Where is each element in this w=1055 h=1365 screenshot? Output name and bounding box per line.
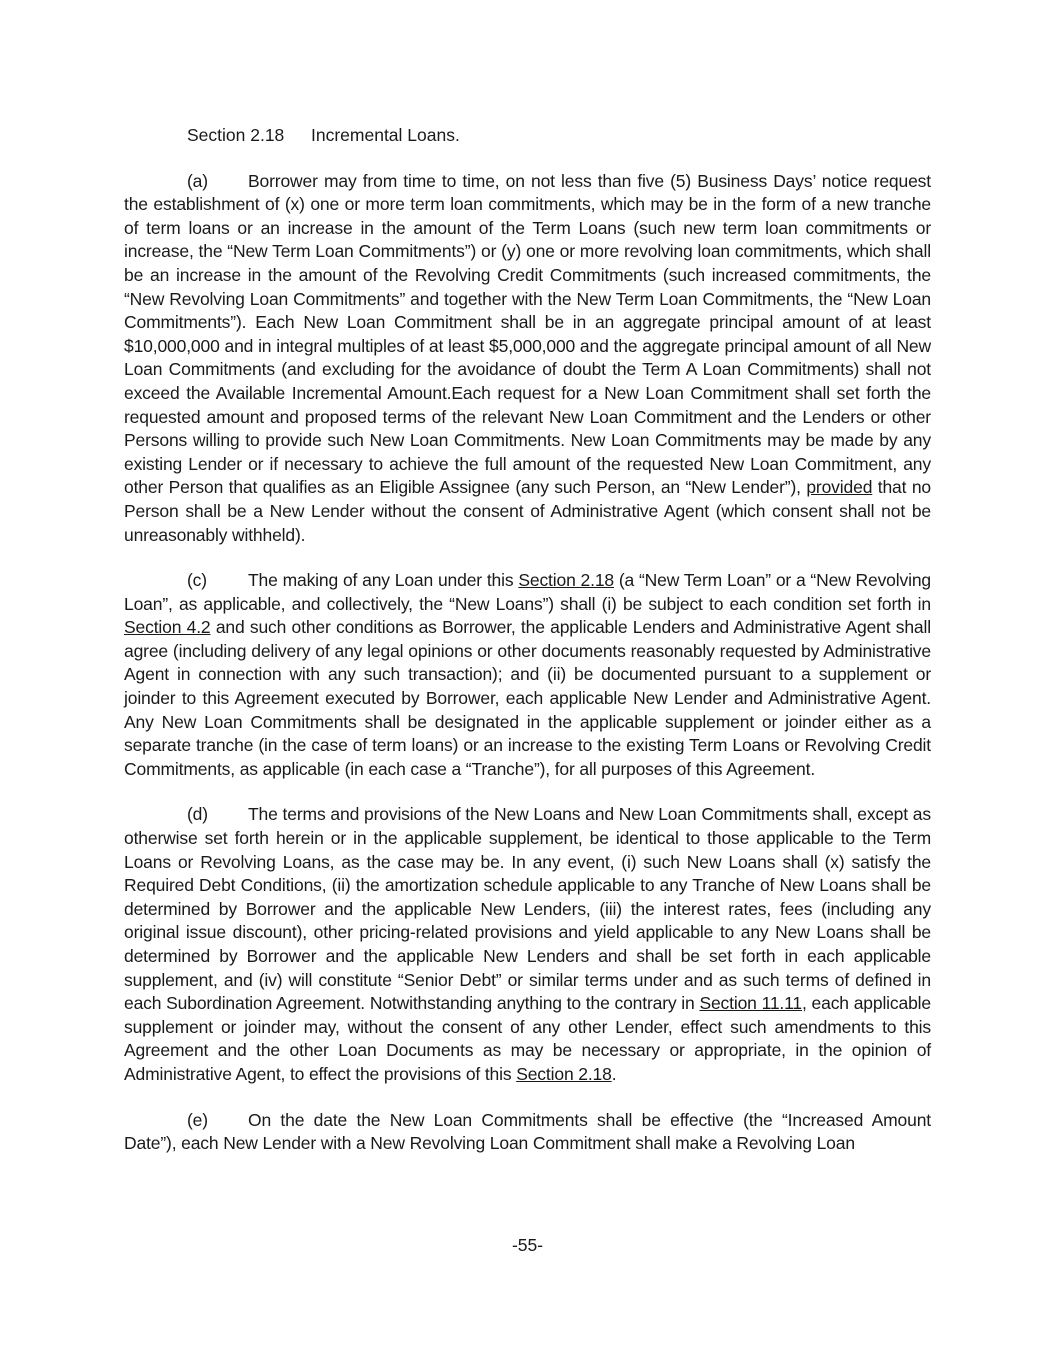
section-number: Section 2.18 [187, 125, 285, 145]
paragraph-marker: (a) [187, 170, 208, 191]
paragraph-text: . [611, 1063, 617, 1084]
paragraph-text: The terms and provisions of the New Loans and New Loan Commitments shall, except as otherwise set forth herein or in the applicable supplement, be identical to those applicable to the Term Loans or Revolving Loans, as the case may be. In any event, (i) such New Loans shall (x) satisfy the Required Debt Conditions, (ii) the amortization schedule applicable to any Tranche of New Loans shall be determined by Borrower and the applicable New Lenders, (iii) the interest rates, fees (including any original issue discount), other pricing-related provisions and yield applicable to any New Loans shall be determined by Borrower and the applicable New Lenders and shall be set forth in each applicable supplement, and (iv) will constitute “Senior Debt” or similar terms under and as such terms of defined in each Subordination Agreement. Notwithstanding anything to the contrary in [124, 804, 931, 1014]
section-reference-link[interactable]: Section 2.18 [518, 570, 614, 591]
provided-term: provided [806, 477, 873, 498]
paragraph-text: (a “New Term Loan” or a “New Revolving Loan”, as applicable, and collectively, the “New Loans”) shall (i) be subject to each condition set forth in [124, 570, 931, 614]
paragraph-e [124, 1109, 931, 1156]
section-title: Incremental Loans. [311, 125, 460, 145]
section-reference-link[interactable]: Section 11.11 [699, 993, 803, 1014]
paragraph-text: and such other conditions as Borrower, the applicable Lenders and Administrative Agent shall agree (including delivery of any legal opinions or other documents reasonably requested by Administrative Agent in connection with any such transaction); and (ii) be documented pursuant to a supplement or joinder to this Agreement executed by Borrower, each applicable New Lender and Administrative Agent. Any New Loan Commitments shall be designated in the applicable supplement or joinder either as a separate tranche (in the case of term loans) or an increase to the existing Term Loans or Revolving Credit Commitments, as applicable (in each case a “Tranche”), for all purposes of this Agreement. [124, 617, 931, 779]
paragraph-marker: (d) [187, 804, 208, 825]
paragraph-text: The making of any Loan under this [248, 570, 519, 591]
paragraph-text: On the date the New Loan Commitments shall be effective (the “Increased Amount Date”), each New Lender with a New Revolving Loan Commitment shall make a Revolving Loan [124, 1109, 931, 1154]
paragraph-text: Borrower may from time to time, on not less than five (5) Business Days’ notice request the establishment of (x) one or more term loan commitments, which may be in the form of a new tranche of term loans or an increase in the amount of the Term Loans (such new term loan commitments or increase, the “New Term Loan Commitments”) or (y) one or more revolving loan commitments, which shall be an increase in the amount of the Revolving Credit Commitments (such increased commitments, the “New Revolving Loan Commitments” and together with the New Term Loan Commitments, the “New Loan Commitments”). Each New Loan Commitment shall be in an aggregate principal amount of at least $10,000,000 and in integral multiples of at least $5,000,000 and the aggregate principal amount of all New Loan Commitments (and excluding for the avoidance of doubt the Term A Loan Commitments) shall not exceed the Available Incremental Amount.Each request for a New Loan Commitment shall set forth the requested amount and proposed terms of the relevant New Loan Commitment and the Lenders or other Persons willing to provide such New Loan Commitments. New Loan Commitments may be made by any existing Lender or if necessary to achieve the full amount of the requested New Loan Commitment, any other Person that qualifies as an Eligible Assignee (any such Person, an “New Lender”), [124, 170, 931, 498]
document-page [124, 124, 931, 1178]
paragraph-d [124, 803, 931, 1086]
paragraph-text: , each applicable supplement or joinder may, without the consent of any other Lender, effect such amendments to this Agreement and the other Loan Documents as may be necessary or appropriate, in the opinion of Administrative Agent, to effect the provisions of this [124, 993, 932, 1084]
page-number: -55- [511, 1235, 544, 1255]
section-reference-link[interactable]: Section 2.18 [516, 1063, 612, 1084]
paragraph-marker: (e) [187, 1109, 208, 1130]
paragraph-a [124, 170, 931, 548]
section-reference-link[interactable]: Section 4.2 [124, 617, 211, 638]
paragraph-marker: (c) [187, 570, 207, 591]
section-heading [124, 124, 931, 148]
paragraph-text: that no Person shall be a New Lender without the consent of Administrative Agent (which consent shall not be unreasonably withheld). [124, 477, 931, 545]
paragraph-c [124, 569, 931, 781]
